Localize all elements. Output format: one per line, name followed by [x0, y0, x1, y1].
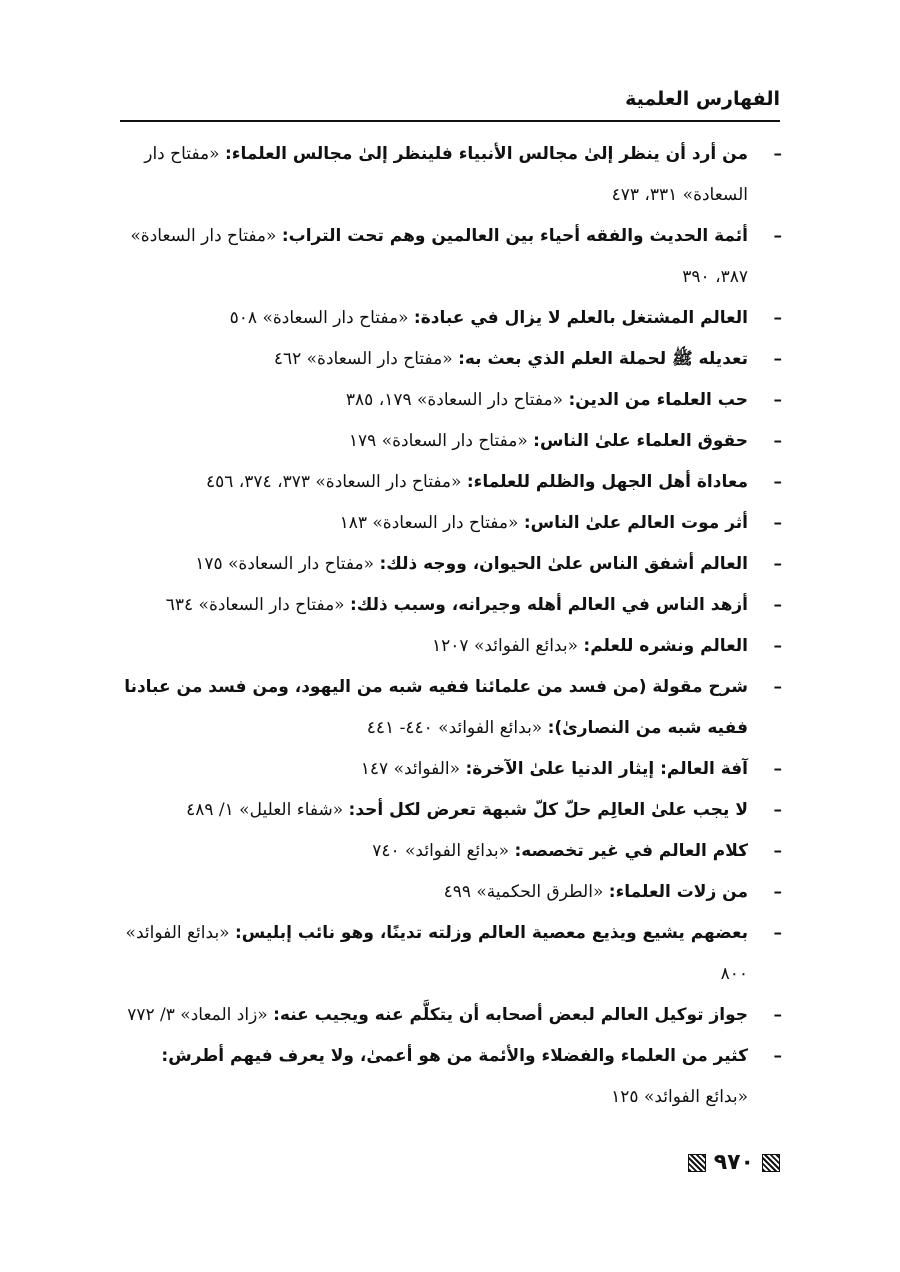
page-footer [688, 1150, 780, 1175]
ornament-icon [762, 1154, 780, 1172]
list-item: – بعضهم يشيع ويذيع معصية العالم وزلته تدينًا، وهو نائب إبليس: «بدائع الفوائد» ٨٠٠ [125, 923, 782, 984]
entry-topic: العالم ونشره للعلم: [583, 636, 748, 656]
entry-source: «مفتاح دار السعادة» ٦٣٤ [165, 595, 345, 615]
entry-topic: كلام العالم في غير تخصصه: [514, 841, 748, 861]
entry-topic: شرح مقولة (من فسد من علمائنا ففيه شبه من اليهود، ومن فسد من عبادنا ففيه شبه من النصارىٰ): [124, 677, 748, 738]
entry-source: «بدائع الفوائد» ٤٤٠- ٤٤١ [366, 718, 543, 738]
entry-topic: حب العلماء من الدين: [568, 390, 748, 410]
index-entries [118, 134, 782, 1118]
entry-source: «بدائع الفوائد» ١٢٠٧ [432, 636, 578, 656]
list-item: – أئمة الحديث والفقه أحياء بين العالمين وهم تحت التراب: «مفتاح دار السعادة» ٣٨٧، ٣٩٠ [130, 226, 782, 287]
page-number: ٩٧٠ [713, 1150, 754, 1175]
entry-topic: بعضهم يشيع ويذيع معصية العالم وزلته تدينًا، وهو نائب إبليس: [234, 923, 748, 943]
list-item: – شرح مقولة (من فسد من علمائنا ففيه شبه من اليهود، ومن فسد من عبادنا ففيه شبه من النصارىٰ): «بدائع الفوائد» ٤٤٠- ٤٤١ [124, 677, 782, 738]
list-item: – حب العلماء من الدين: «مفتاح دار السعادة» ١٧٩، ٣٨٥ [345, 390, 782, 410]
list-item: – لا يجب علىٰ العالِم حلّ كلّ شبهة تعرض لكل أحد: «شفاء العليل» ١/ ٤٨٩ [186, 800, 782, 820]
list-item: – كلام العالم في غير تخصصه: «بدائع الفوائد» ٧٤٠ [372, 841, 782, 861]
entry-source: «بدائع الفوائد» ٧٤٠ [372, 841, 510, 861]
list-item: – العالم ونشره للعلم: «بدائع الفوائد» ١٢٠٧ [432, 636, 782, 656]
entry-topic: العالم أشفق الناس علىٰ الحيوان، ووجه ذلك: [379, 554, 748, 574]
entry-source: «الفوائد» ١٤٧ [360, 759, 461, 779]
entry-source: «شفاء العليل» ١/ ٤٨٩ [186, 800, 344, 820]
entry-topic: جواز توكيل العالم لبعض أصحابه أن يتكلَّم عنه ويجيب عنه: [273, 1005, 748, 1025]
list-item: – أزهد الناس في العالم أهله وجيرانه، وسبب ذلك: «مفتاح دار السعادة» ٦٣٤ [165, 595, 782, 615]
ornament-icon [688, 1154, 706, 1172]
entry-source: «مفتاح دار السعادة» ٥٠٨ [229, 308, 409, 328]
entry-source: «مفتاح دار السعادة» ٣٣١، ٤٧٣ [144, 144, 748, 205]
list-item: – كثير من العلماء والفضلاء والأئمة من هو أعمىٰ، ولا يعرف فيهم أطرش: «بدائع الفوائد» ١٢٥ [161, 1046, 782, 1107]
header-rule [120, 120, 780, 122]
entry-source: «مفتاح دار السعادة» ٤٦٢ [273, 349, 453, 369]
list-item: – معاداة أهل الجهل والظلم للعلماء: «مفتاح دار السعادة» ٣٧٣، ٣٧٤، ٤٥٦ [206, 472, 782, 492]
list-item: – جواز توكيل العالم لبعض أصحابه أن يتكلَّم عنه ويجيب عنه: «زاد المعاد» ٣/ ٧٧٢ [127, 1005, 782, 1025]
entry-topic: من زلات العلماء: [608, 882, 748, 902]
entry-source: «مفتاح دار السعادة» ١٨٣ [339, 513, 519, 533]
entry-topic: كثير من العلماء والفضلاء والأئمة من هو أعمىٰ، ولا يعرف فيهم أطرش: [161, 1046, 748, 1066]
entry-source: «بدائع الفوائد» ٨٠٠ [125, 923, 748, 984]
list-item: – من أرد أن ينظر إلىٰ مجالس الأنبياء فلينظر إلىٰ مجالس العلماء: «مفتاح دار السعادة» ٣٣١، ٤٧٣ [144, 144, 782, 205]
list-item: – أثر موت العالم علىٰ الناس: «مفتاح دار السعادة» ١٨٣ [339, 513, 782, 533]
list-item: – تعديله ﷺ لحملة العلم الذي بعث به: «مفتاح دار السعادة» ٤٦٢ [273, 349, 782, 369]
entry-topic: أثر موت العالم علىٰ الناس: [523, 513, 748, 533]
entry-topic: حقوق العلماء علىٰ الناس: [533, 431, 748, 451]
entry-source: «مفتاح دار السعادة» ١٧٩ [348, 431, 528, 451]
entry-source: «مفتاح دار السعادة» ٣٧٣، ٣٧٤، ٤٥٦ [206, 472, 462, 492]
entry-topic: تعديله ﷺ لحملة العلم الذي بعث به: [458, 349, 748, 369]
list-item: – العالم أشفق الناس علىٰ الحيوان، ووجه ذلك: «مفتاح دار السعادة» ١٧٥ [195, 554, 782, 574]
entry-topic: أزهد الناس في العالم أهله وجيرانه، وسبب ذلك: [349, 595, 748, 615]
entry-topic: لا يجب علىٰ العالِم حلّ كلّ شبهة تعرض لكل أحد: [348, 800, 748, 820]
list-item: – آفة العالم: إيثار الدنيا علىٰ الآخرة: «الفوائد» ١٤٧ [360, 759, 782, 779]
list-item: – حقوق العلماء علىٰ الناس: «مفتاح دار السعادة» ١٧٩ [348, 431, 782, 451]
entry-source: «مفتاح دار السعادة» ١٧٥ [195, 554, 375, 574]
entry-topic: العالم المشتغل بالعلم لا يزال في عبادة: [413, 308, 748, 328]
entry-source: «بدائع الفوائد» ١٢٥ [611, 1087, 748, 1107]
entry-topic: من أرد أن ينظر إلىٰ مجالس الأنبياء فلينظر إلىٰ مجالس العلماء: [224, 144, 748, 164]
entry-topic: معاداة أهل الجهل والظلم للعلماء: [466, 472, 748, 492]
list-item: – العالم المشتغل بالعلم لا يزال في عبادة: «مفتاح دار السعادة» ٥٠٨ [229, 308, 782, 328]
running-header: الفهارس العلمية [625, 88, 780, 110]
entry-topic: آفة العالم: إيثار الدنيا علىٰ الآخرة: [465, 759, 748, 779]
entry-source: «الطرق الحكمية» ٤٩٩ [443, 882, 604, 902]
entry-source: «مفتاح دار السعادة» ٣٨٧، ٣٩٠ [130, 226, 748, 287]
entry-topic: أئمة الحديث والفقه أحياء بين العالمين وهم تحت التراب: [281, 226, 748, 246]
entry-source: «مفتاح دار السعادة» ١٧٩، ٣٨٥ [345, 390, 564, 410]
list-item: – من زلات العلماء: «الطرق الحكمية» ٤٩٩ [443, 882, 782, 902]
entry-source: «زاد المعاد» ٣/ ٧٧٢ [127, 1005, 268, 1025]
